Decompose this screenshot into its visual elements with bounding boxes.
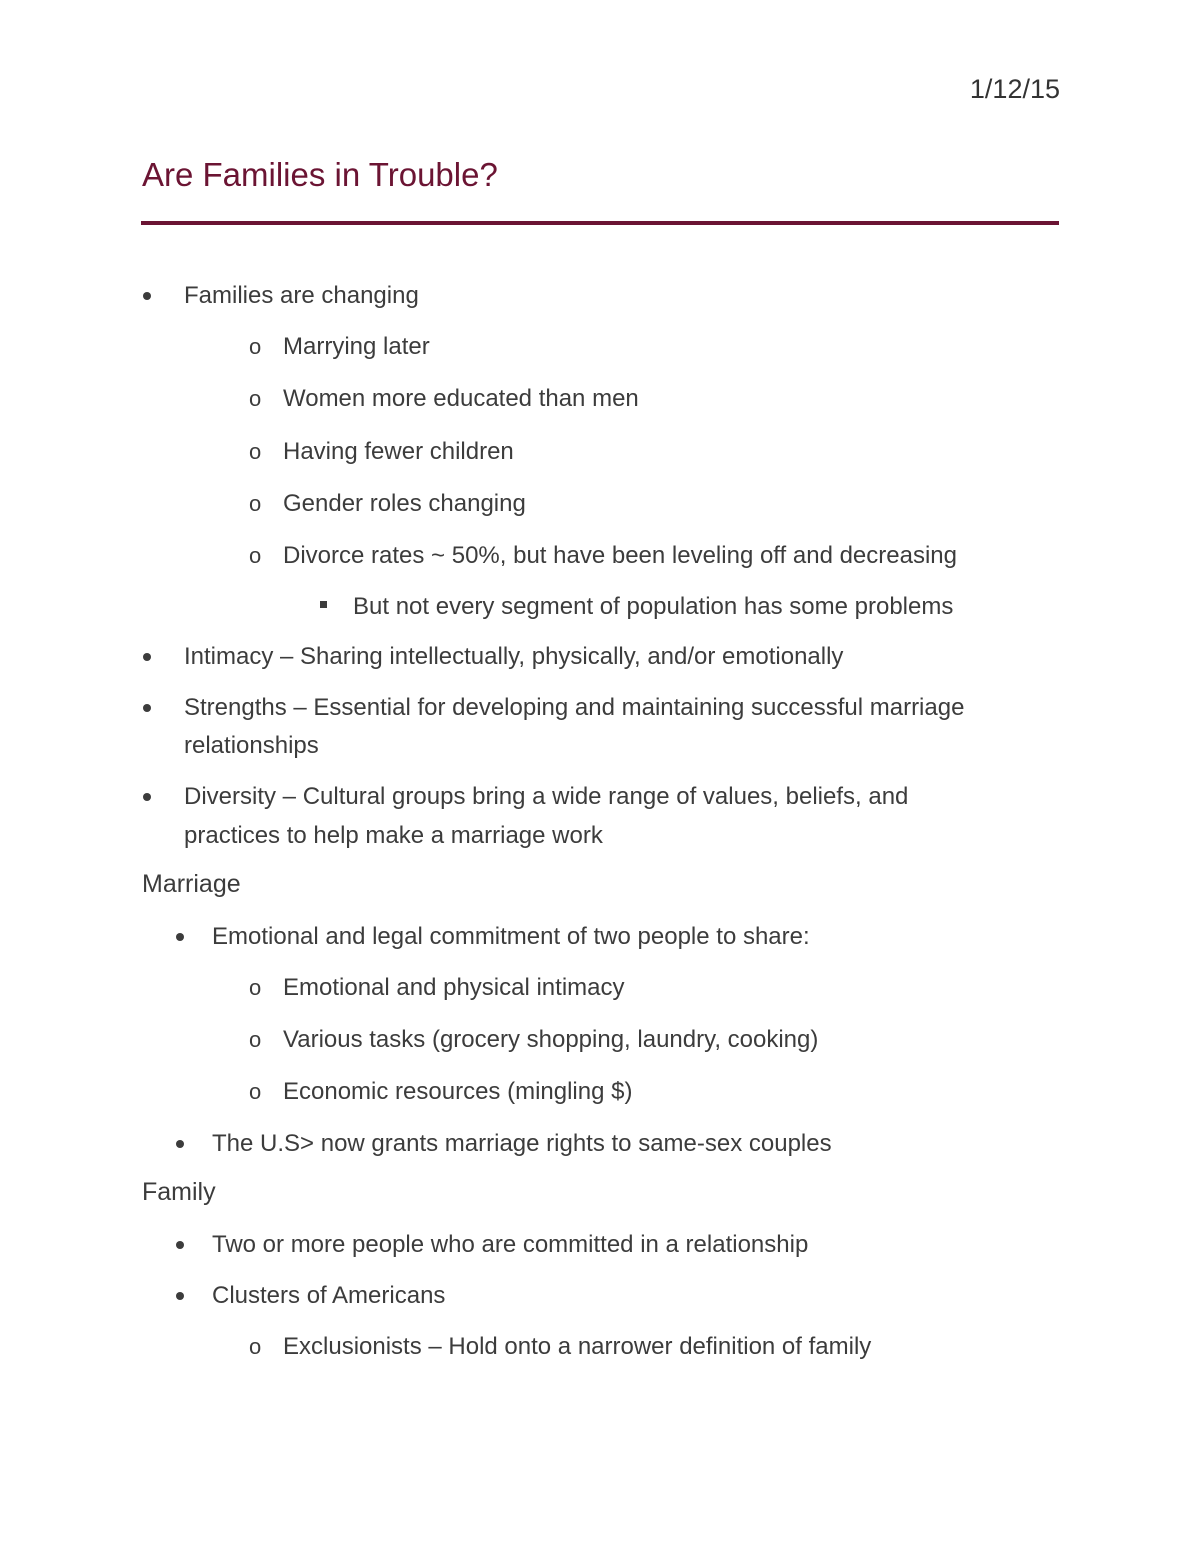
date: 1/12/15 [969, 74, 1060, 104]
bullet-dot-icon [143, 653, 151, 661]
list-item-continuation: relationships [184, 732, 319, 759]
list-item: Various tasks (grocery shopping, laundry, cooking) [283, 1026, 819, 1053]
circle-bullet-icon: o [249, 1079, 262, 1104]
list-item: Economic resources (mingling $) [283, 1078, 633, 1105]
bullet-dot-icon [143, 704, 151, 712]
list-item: The U.S> now grants marriage rights to same-sex couples [212, 1130, 832, 1157]
list-item: Emotional and legal commitment of two people to share: [212, 923, 810, 950]
bullet-dot-icon [176, 1292, 184, 1300]
list-item: Families are changing [184, 282, 419, 309]
section-heading-family: Family [142, 1178, 216, 1206]
circle-bullet-icon: o [249, 334, 262, 359]
list-item: Clusters of Americans [212, 1282, 446, 1309]
list-item: But not every segment of population has some problems [353, 593, 954, 620]
list-item-continuation: practices to help make a marriage work [184, 822, 603, 849]
list-item: Gender roles changing [283, 490, 526, 517]
list-item: Exclusionists – Hold onto a narrower definition of family [283, 1333, 872, 1360]
circle-bullet-icon: o [249, 1334, 262, 1359]
circle-bullet-icon: o [249, 975, 262, 1000]
bullet-dot-icon [176, 933, 184, 941]
section-heading-marriage: Marriage [142, 870, 241, 898]
circle-bullet-icon: o [249, 439, 262, 464]
title-underline [141, 221, 1059, 225]
list-item: Strengths – Essential for developing and maintaining successful marriage [184, 694, 965, 721]
list-item: Intimacy – Sharing intellectually, physically, and/or emotionally [184, 643, 844, 670]
circle-bullet-icon: o [249, 543, 262, 568]
bullet-dot-icon [176, 1140, 184, 1148]
list-item: Diversity – Cultural groups bring a wide range of values, beliefs, and [184, 783, 909, 810]
bullet-dot-icon [176, 1241, 184, 1249]
circle-bullet-icon: o [249, 386, 262, 411]
circle-bullet-icon: o [249, 491, 262, 516]
list-item: Divorce rates ~ 50%, but have been leveling off and decreasing [283, 542, 957, 569]
list-item: Emotional and physical intimacy [283, 974, 625, 1001]
square-bullet-icon [320, 601, 327, 608]
circle-bullet-icon: o [249, 1027, 262, 1052]
list-item: Two or more people who are committed in a relationship [212, 1231, 809, 1258]
list-item: Marrying later [283, 333, 430, 360]
bullet-dot-icon [143, 793, 151, 801]
list-item: Having fewer children [283, 438, 514, 465]
list-item: Women more educated than men [283, 385, 639, 412]
page-title: Are Families in Trouble? [142, 156, 498, 193]
bullet-dot-icon [143, 292, 151, 300]
